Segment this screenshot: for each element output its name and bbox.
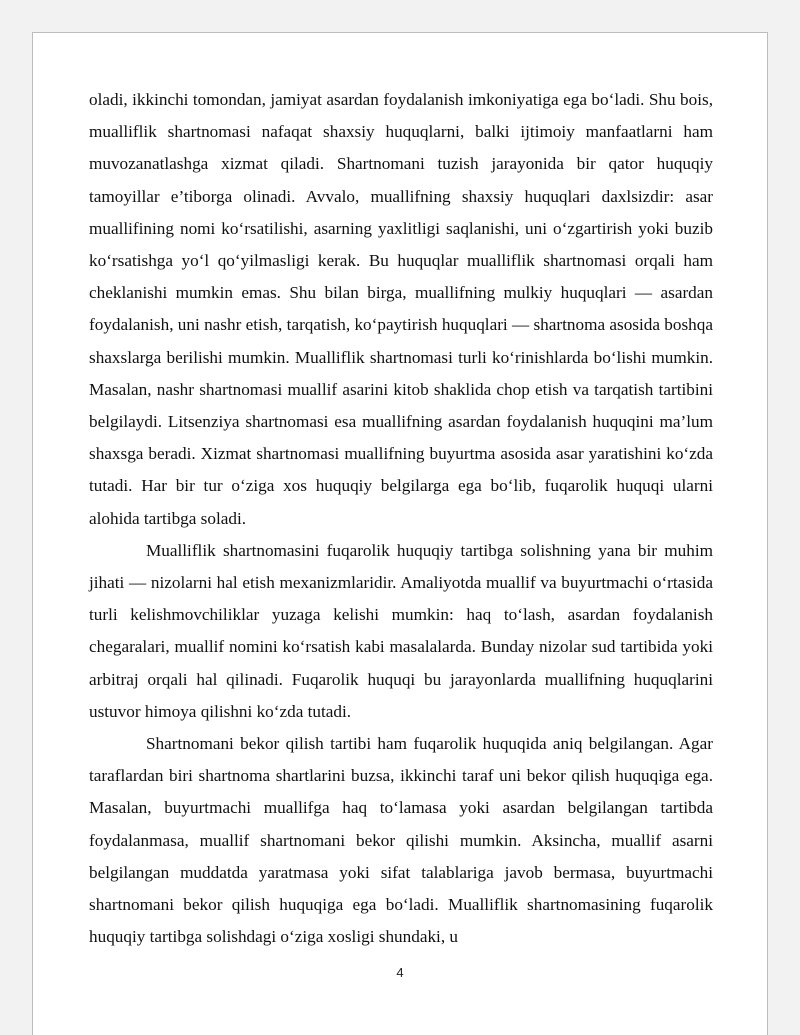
- page-body: [89, 84, 713, 953]
- document-page: [32, 32, 768, 1035]
- paragraph-3: Shartnomani bekor qilish tartibi ham fuqarolik huquqida aniq belgilangan. Agar taraflardan biri shartnoma shartlarini buzsa, ikkinchi taraf uni bekor qilish huquqiga ega. Masalan, buyurtmachi muallifga haq to‘lamasa yoki asardan belgilangan tartibda foydalanmasa, muallif shartnomani bekor qilishi mumkin. Aksincha, muallif asarni belgilangan muddatda yaratmasa yoki sifat talablariga javob bermasa, buyurtmachi shartnomani bekor qilish huquqiga ega bo‘ladi. Mualliflik shartnomasining fuqarolik huquqiy tartibga solishdagi o‘ziga xosligi shundaki, u: [89, 734, 713, 947]
- page-number: 4: [396, 965, 404, 980]
- paragraph-1: oladi, ikkinchi tomondan, jamiyat asardan foydalanish imkoniyatiga ega bo‘ladi. Shu bois, mualliflik shartnomasi nafaqat shaxsiy huquqlarni, balki ijtimoiy manfaatlarni ham muvozanatlashga xizmat qiladi. Shartnomani tuzish jarayonida bir qator huquqiy tamoyillar e’tiborga olinadi. Avvalo, muallifning shaxsiy huquqlari daxlsizdir: asar muallifining nomi ko‘rsatilishi, asarning yaxlitligi saqlanishi, uni o‘zgartirish yoki buzib ko‘rsatishga yo‘l qo‘yilmasligi kerak. Bu huquqlar mualliflik shartnomasi orqali ham cheklanishi mumkin emas. Shu bilan birga, muallifning mulkiy huquqlari — asardan foydalanish, uni nashr etish, tarqatish, ko‘paytirish huquqlari — shartnoma asosida boshqa shaxslarga berilishi mumkin. Mualliflik shartnomasi turli ko‘rinishlarda bo‘lishi mumkin. Masalan, nashr shartnomasi muallif asarini kitob shaklida chop etish va tarqatish tartibini belgilaydi. Litsenziya shartnomasi esa muallifning asardan foydalanish huquqini ma’lum shaxsga beradi. Xizmat shartnomasi muallifning buyurtma asosida asar yaratishini ko‘zda tutadi. Har bir tur o‘ziga xos huquqiy belgilarga ega bo‘lib, fuqarolik huquqi ularni alohida tartibga soladi.: [89, 90, 713, 528]
- paragraph-2: Mualliflik shartnomasini fuqarolik huquqiy tartibga solishning yana bir muhim jihati — nizolarni hal etish mexanizmlaridir. Amaliyotda muallif va buyurtmachi o‘rtasida turli kelishmovchiliklar yuzaga kelishi mumkin: haq to‘lash, asardan foydalanish chegaralari, muallif nomini ko‘rsatish kabi masalalarda. Bunday nizolar sud tartibida yoki arbitraj orqali hal qilinadi. Fuqarolik huquqi bu jarayonlarda muallifning huquqlarini ustuvor himoya qilishni ko‘zda tutadi.: [89, 540, 713, 721]
